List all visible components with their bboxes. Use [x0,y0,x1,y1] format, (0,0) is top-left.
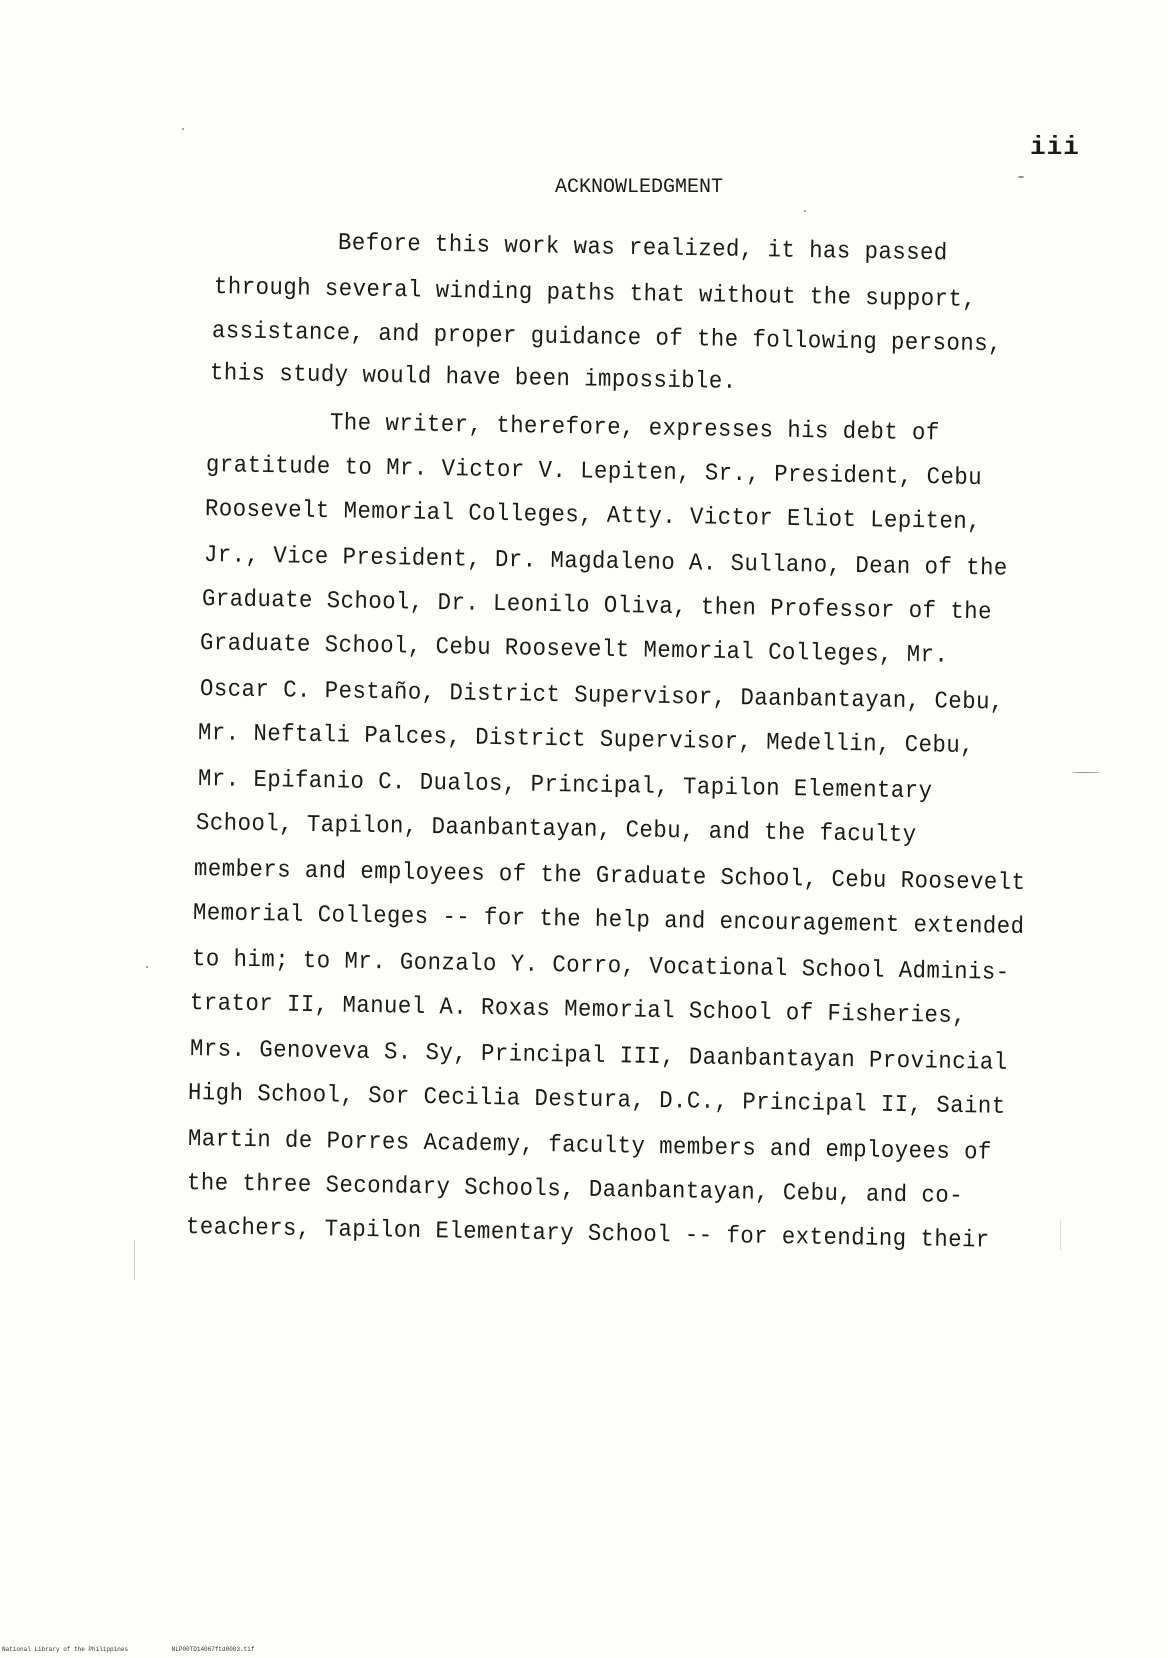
scan-speck [146,966,148,968]
text-line: Roosevelt Memorial Colleges, Atty. Victor Eliot Lepiten, [204,496,982,537]
text-line: the three Secondary Schools, Daanbantayan, Cebu, and co- [186,1170,964,1211]
text-line: Jr., Vice President, Dr. Magdaleno A. Sullano, Dean of the [203,542,1008,583]
text-line: gratitude to Mr. Victor V. Lepiten, Sr., President, Cebu [205,452,983,493]
text-line: Mrs. Genoveva S. Sy, Principal III, Daanbantayan Provincial [189,1036,1008,1077]
text-line: Before this work was realized, it has passed [337,230,948,268]
text-line: Martin de Porres Academy, faculty members and employees of [187,1126,992,1167]
file-id: NLP00TD14067ftd0003.tif [171,1646,255,1653]
text-line: trator II, Manuel A. Roxas Memorial School of Fisheries, [189,990,967,1031]
text-line: Mr. Epifanio C. Dualos, Principal, Tapilon Elementary [197,766,933,806]
text-line: Mr. Neftali Palces, District Supervisor, Medellin, Cebu, [197,720,975,761]
scan-footer [2,1646,294,1653]
text-line: through several winding paths that without the support, [213,274,977,314]
text-line: teachers, Tapilon Elementary School -- for extending their [185,1214,990,1255]
page-number: iii [1030,132,1080,162]
scan-speck [1060,1220,1061,1250]
scan-speck [1072,772,1100,773]
text-line: High School, Sor Cecilia Destura, D.C., Principal II, Saint [187,1080,1006,1121]
text-line: Graduate School, Cebu Roosevelt Memorial Colleges, Mr. [199,630,949,670]
text-line: to him; to Mr. Gonzalo Y. Corro, Vocational School Adminis- [191,946,1010,987]
text-line: members and employees of the Graduate School, Cebu Roosevelt [193,856,1026,898]
text-line: this study would have been impossible. [209,360,737,396]
scan-speck [134,1240,135,1280]
text-line: School, Tapilon, Daanbantayan, Cebu, and the faculty [195,810,917,850]
text-line: Oscar C. Pestaño, District Supervisor, Daanbantayan, Cebu, [199,676,1004,717]
scan-speck [804,210,806,212]
text-line: assistance, and proper guidance of the following persons, [211,318,1003,359]
text-line: Graduate School, Dr. Leonilo Oliva, then Professor of the [201,586,993,627]
text-line: The writer, therefore, expresses his debt of [329,410,940,448]
library-credit: National Library of the Philippines [2,1646,129,1653]
text-line: Memorial Colleges -- for the help and encouragement extended [192,900,1025,942]
scan-speck [1018,176,1024,178]
page-heading: ACKNOWLEDGMENT [555,176,724,199]
scan-speck [182,128,184,130]
